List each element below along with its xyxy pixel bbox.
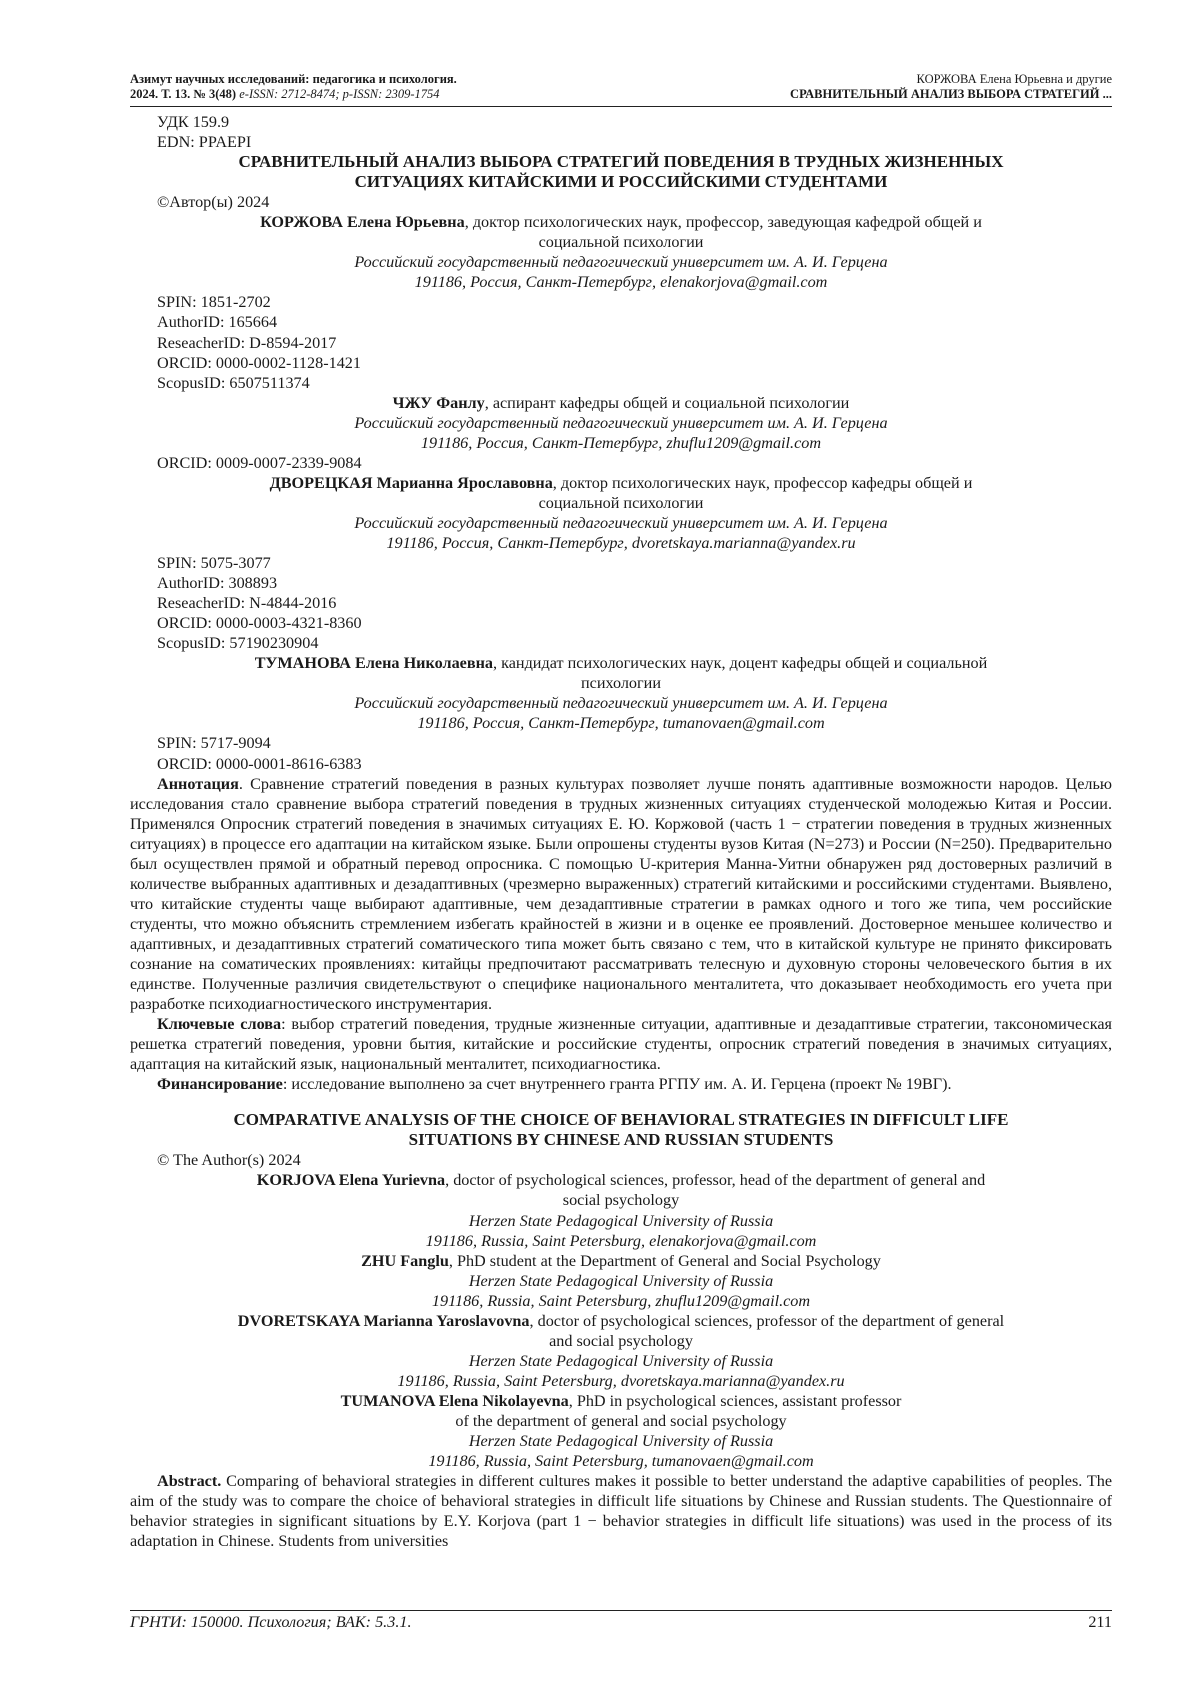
journal-info bbox=[130, 72, 457, 102]
author-address: 191186, Россия, Санкт-Петербург, zhuflu1209@gmail.com bbox=[420, 433, 822, 452]
header-authors: КОРЖОВА Елена Юрьевна и другие bbox=[916, 72, 1112, 86]
author-ru-1: КОРЖОВА Елена Юрьевна, доктор психологических наук, профессор, заведующая кафедрой общей и bbox=[260, 213, 982, 232]
copyright-en: © The Author(s) 2024 bbox=[157, 1151, 301, 1170]
author-address: 191186, Россия, Санкт-Петербург, tumanovaen@gmail.com bbox=[417, 714, 825, 733]
author-en-4: TUMANOVA Elena Nikolayevna, PhD in psychological sciences, assistant professor bbox=[340, 1391, 902, 1410]
author-ids: SPIN: 5075-3077 AuthorID: 308893 ReseacherID: N-4844-2016 ORCID: 0000-0003-4321-8360 ScopusID: 57190230904 bbox=[157, 554, 362, 653]
author-name: DVORETSKAYA Marianna Yaroslavovna bbox=[237, 1311, 530, 1330]
author-org: Российский государственный педагогический университет им. А. И. Герцена bbox=[354, 513, 888, 532]
running-header bbox=[130, 72, 1112, 107]
author-ids: SPIN: 1851-2702 AuthorID: 165664 ReseacherID: D-8594-2017 ORCID: 0000-0002-1128-1421 ScopusID: 6507511374 bbox=[157, 293, 361, 392]
author-address: 191186, Russia, Saint Petersburg, dvoretskaya.marianna@yandex.ru bbox=[397, 1371, 845, 1390]
author-name: КОРЖОВА Елена Юрьевна bbox=[260, 213, 465, 232]
author-name: ZHU Fanglu bbox=[361, 1251, 449, 1270]
funding-ru: Финансирование: исследование выполнено за счет внутреннего гранта РГПУ им. А. И. Герцена (проект № 19ВГ). bbox=[157, 1075, 952, 1094]
author-address: 191186, Russia, Saint Petersburg, zhuflu1209@gmail.com bbox=[431, 1291, 811, 1310]
title-en: COMPARATIVE ANALYSIS OF THE CHOICE OF BEHAVIORAL STRATEGIES IN DIFFICULT LIFE SITUATIONS BY CHINESE AND RUSSIAN STUDENTS bbox=[233, 1110, 1009, 1150]
author-name: ДВОРЕЦКАЯ Марианна Ярославовна bbox=[269, 473, 553, 492]
udk: УДК 159.9 bbox=[157, 113, 230, 131]
article-body: УДК 159.9 EDN: PPAEPI СРАВНИТЕЛЬНЫЙ АНАЛИЗ ВЫБОРА СТРАТЕГИЙ ПОВЕДЕНИЯ В ТРУДНЫХ ЖИЗНЕННЫХ СИТУАЦИЯХ КИТАЙСКИМИ И РОССИЙСКИМИ СТУДЕНТАМИ ©Автор(ы) 2024 КОРЖОВА Елена Юрьевна, доктор психологических наук, профессор, заведующая кафедрой общей и социальной психологии Российский государственный педагогический университет им. А. И. Герцена 191186, Россия, Санкт-Петербург, elenakorjova@gmail.com SPIN: 1851-2702 AuthorID: 165664 ReseacherID: D-8594-2017 ORCID: 0000-0002-1128-1421 ScopusID: 6507511374 ЧЖУ Фанлу, аспирант кафедры общей и социальной психологии Российский государственный педагогический университет им. А. И. Герцена 191186, Россия, Санкт-Петербург, zhuflu1209@gmail.com ORCID: 0009-0007-2339-9084 ДВОРЕЦКАЯ Марианна Ярославовна, доктор психологических наук, профессор кафедры общей и социальной психологии Российский государственный педагогический университет им. А. И. Герцена 191186, Россия, Санкт-Петербург, dvoretskaya.marianna@yandex.ru SPIN: 5075-3077 AuthorID: 308893 ReseacherID: N-4844-2016 ORCID: 0000-0003-4321-8360 ScopusID: 57190230904 ТУМАНОВА Елена Николаевна, кандидат психологических наук, доцент кафедры общей и социальной психологии Российский государственный педагогический университет им. А. И. Герцена 191186, Россия, Санкт-Петербург, tumanovaen@gmail.com SPIN: 5717-9094 ORCID: 0000-0001-8616-6383 Аннотация. Сравнение стратегий поведения в разных культурах позволяет лучше понять адаптивные возможности народов. Целью исследования стало сравнение выбора стратегий поведения в трудных жизненных ситуациях студенческой молодежью Китая и России. Применялся Опросник стратегий поведения в значимых ситуациях Е. Ю. Коржовой (часть 1 − стратегии поведения в трудных жизненных ситуациях) в процессе его адаптации на китайском языке. Были опрошены студенты вузов Китая (N=273) и России (N=250). Предварительно был осуществлен прямой и обратный перевод опросника. С помощью U-критерия Манна-Уитни обнаружен ряд достоверных различий в количестве выбранных адаптивных и дезадаптивных (чрезмерно выраженных) стратегий китайскими и российскими студентами. Выявлено, что китайские студенты чаще выбирают адаптивные, чем дезадаптивные стратегии в рамках одного и того же типа, чем российские студенты, что можно объяснить стремлением избегать крайностей в жизни и в оценке ее проявлений. Достоверное меньшее количество и адаптивных, и дезадаптивных стратегий соматического типа может быть связано с тем, что в китайской культуре не принято фиксировать сознание на соматических проявлениях: китайцы предпочитают рассматривать телесную и духовную стороны человеческого бытия в их единстве. Полученные различия свидетельствуют о специфике национального менталитета, что доказывает необходимость его учета при разработке психодиагностического инструментария. Ключевые слова: выбор стратегий поведения, трудные жизненные ситуации, адаптивные и дезадаптивые стратегии, таксономическая решетка стратегий поведения, уровни бытия, китайские и российские студенты, опросник стратегий поведения в значимых ситуациях, адаптация на китайский язык, национальный менталитет, психодиагностика. Финансирование: исследование выполнено за счет внутреннего гранта РГПУ им. А. И. Герцена (проект № 19ВГ). COMPARATIVE ANALYSIS OF THE CHOICE OF BEHAVIORAL STRATEGIES IN DIFFICULT LIFE SITUATIONS BY CHINESE AND RUSSIAN STUDENTS © The Author(s) 2024 KORJOVA Elena Yurievna, doctor of psychological sciences, professor, head of the department of general and social psychology Herzen State Pedagogical University of Russia 191186, Russia, Saint Petersburg, elenakorjova@gmail.com ZHU Fanglu, PhD student at the Department of General and Social Psychology Herzen State Pedagogical University of Russia 191186, Russia, Saint Petersburg, zhuflu1209@gmail.com DVORETSKAYA Marianna Yaroslavovna, doctor of psychological sciences, professor of the department of general and social psychology Herzen State Pedagogical University of Russia 191186, Russia, Saint Petersburg, dvoretskaya.marianna@yandex.ru TUMANOVA Elena Nikolayevna, PhD in psychological sciences, assistant professor of the department of general and social psychology Herzen State Pedagogical University of Russia 191186, Russia, Saint Petersburg, tumanovaen@gmail.com Abstract. Comparing of behavioral strategies in different cultures makes it possible to better understand the adaptive capabilities of peoples. The aim of the study was to compare the choice of behavioral strategies in difficult life situations by Chinese and Russian students. The Questionnaire of behavior strategies in significant situations by E.Y. Korjova (part 1 − behavior strategies in difficult life situations) was used in the process of its adaptation in Chinese. Students from universities bbox=[130, 113, 1112, 1551]
author-ids: ORCID: 0009-0007-2339-9084 bbox=[157, 453, 362, 472]
author-ru-3: ДВОРЕЦКАЯ Марианна Ярославовна, доктор психологических наук, профессор кафедры общей и bbox=[269, 473, 973, 492]
journal-issn: e-ISSN: 2712-8474; p-ISSN: 2309-1754 bbox=[239, 87, 440, 101]
footer-divider bbox=[130, 1610, 1112, 1611]
copyright-ru: ©Автор(ы) 2024 bbox=[157, 193, 270, 212]
title-ru: СРАВНИТЕЛЬНЫЙ АНАЛИЗ ВЫБОРА СТРАТЕГИЙ ПОВЕДЕНИЯ В ТРУДНЫХ ЖИЗНЕННЫХ СИТУАЦИЯХ КИТАЙСКИМИ И РОССИЙСКИМИ СТУДЕНТАМИ bbox=[238, 152, 1004, 192]
journal-title: Азимут научных исследований: педагогика и психология. bbox=[130, 72, 457, 86]
abstract-en: Abstract. Comparing of behavioral strategies in different cultures makes it possible to better understand the adaptive capabilities of peoples. The aim of the study was to compare the choice of behavioral strategies in difficult life situations by Chinese and Russian students. The Questionnaire of behavior strategies in significant situations by E.Y. Korjova (part 1 − behavior strategies in difficult life situations) was used in the process of its adaptation in Chinese. Students from universities bbox=[130, 1472, 1112, 1551]
author-ru-2: ЧЖУ Фанлу, аспирант кафедры общей и социальной психологии bbox=[392, 393, 850, 412]
author-address: 191186, Россия, Санкт-Петербург, elenakorjova@gmail.com bbox=[414, 273, 828, 292]
author-org: Herzen State Pedagogical University of Russia bbox=[468, 1271, 774, 1290]
author-en-3: DVORETSKAYA Marianna Yaroslavovna, doctor of psychological sciences, professor of the department of general bbox=[237, 1311, 1005, 1330]
author-name: ТУМАНОВА Елена Николаевна bbox=[254, 654, 494, 673]
author-en-1: KORJOVA Elena Yurievna, doctor of psychological sciences, professor, head of the department of general and bbox=[256, 1171, 986, 1190]
edn: EDN: PPAEPI bbox=[157, 133, 252, 152]
author-org: Herzen State Pedagogical University of Russia bbox=[468, 1211, 774, 1230]
journal-issue: 2024. Т. 13. № 3(48) e-ISSN: 2712-8474; p-ISSN: 2309-1754 bbox=[130, 87, 440, 101]
author-name: TUMANOVA Elena Nikolayevna bbox=[340, 1391, 569, 1410]
author-org: Herzen State Pedagogical University of Russia bbox=[468, 1351, 774, 1370]
author-en-2: ZHU Fanglu, PhD student at the Department of General and Social Psychology bbox=[361, 1251, 881, 1270]
author-org: Российский государственный педагогический университет им. А. И. Герцена bbox=[354, 413, 888, 432]
author-address: 191186, Russia, Saint Petersburg, elenakorjova@gmail.com bbox=[425, 1231, 817, 1250]
article-info bbox=[790, 72, 1112, 102]
author-ids: SPIN: 5717-9094 ORCID: 0000-0001-8616-6383 bbox=[157, 734, 362, 773]
author-org: Российский государственный педагогический университет им. А. И. Герцена bbox=[354, 253, 888, 272]
header-title: СРАВНИТЕЛЬНЫЙ АНАЛИЗ ВЫБОРА СТРАТЕГИЙ ... bbox=[790, 87, 1112, 101]
author-address: 191186, Россия, Санкт-Петербург, dvoretskaya.marianna@yandex.ru bbox=[386, 533, 856, 552]
author-name: ЧЖУ Фанлу bbox=[392, 393, 485, 412]
abstract-ru: Аннотация. Сравнение стратегий поведения в разных культурах позволяет лучше понять адаптивные возможности народов. Целью исследования стало сравнение выбора стратегий поведения в трудных жизненных ситуациях студенческой молодежью Китая и России. Применялся Опросник стратегий поведения в значимых ситуациях Е. Ю. Коржовой (часть 1 − стратегии поведения в трудных жизненных ситуациях) в процессе его адаптации на китайском языке. Были опрошены студенты вузов Китая (N=273) и России (N=250). Предварительно был осуществлен прямой и обратный перевод опросника. С помощью U-критерия Манна-Уитни обнаружен ряд достоверных различий в количестве выбранных адаптивных и дезадаптивных (чрезмерно выраженных) стратегий китайскими и российскими студентами. Выявлено, что китайские студенты чаще выбирают адаптивные, чем дезадаптивные стратегии в рамках одного и того же типа, чем российские студенты, что можно объяснить стремлением избегать крайностей в жизни и в оценке ее проявлений. Достоверное меньшее количество и адаптивных, и дезадаптивных стратегий соматического типа может быть связано с тем, что в китайской культуре не принято фиксировать сознание на соматических проявлениях: китайцы предпочитают рассматривать телесную и духовную стороны человеческого бытия в их единстве. Полученные различия свидетельствуют о специфике национального менталитета, что доказывает необходимость его учета при разработке психодиагностического инструментария. bbox=[130, 774, 1112, 1014]
classification: ГРНТИ: 150000. Психология; ВАК: 5.3.1. bbox=[130, 1613, 412, 1631]
keywords-ru: Ключевые слова: выбор стратегий поведения, трудные жизненные ситуации, адаптивные и дезадаптивые стратегии, таксономическая решетка стратегий поведения, уровни бытия, китайские и российские студенты, опросник стратегий поведения в значимых ситуациях, адаптация на китайский язык, национальный менталитет, психодиагностика. bbox=[130, 1015, 1112, 1074]
author-name: KORJOVA Elena Yurievna bbox=[256, 1171, 446, 1190]
author-address: 191186, Russia, Saint Petersburg, tumanovaen@gmail.com bbox=[428, 1452, 814, 1471]
page-number: 211 bbox=[1088, 1613, 1112, 1631]
author-org: Российский государственный педагогический университет им. А. И. Герцена bbox=[354, 694, 888, 713]
author-ru-4: ТУМАНОВА Елена Николаевна, кандидат психологических наук, доцент кафедры общей и социальной bbox=[254, 654, 988, 673]
author-org: Herzen State Pedagogical University of Russia bbox=[468, 1432, 774, 1451]
